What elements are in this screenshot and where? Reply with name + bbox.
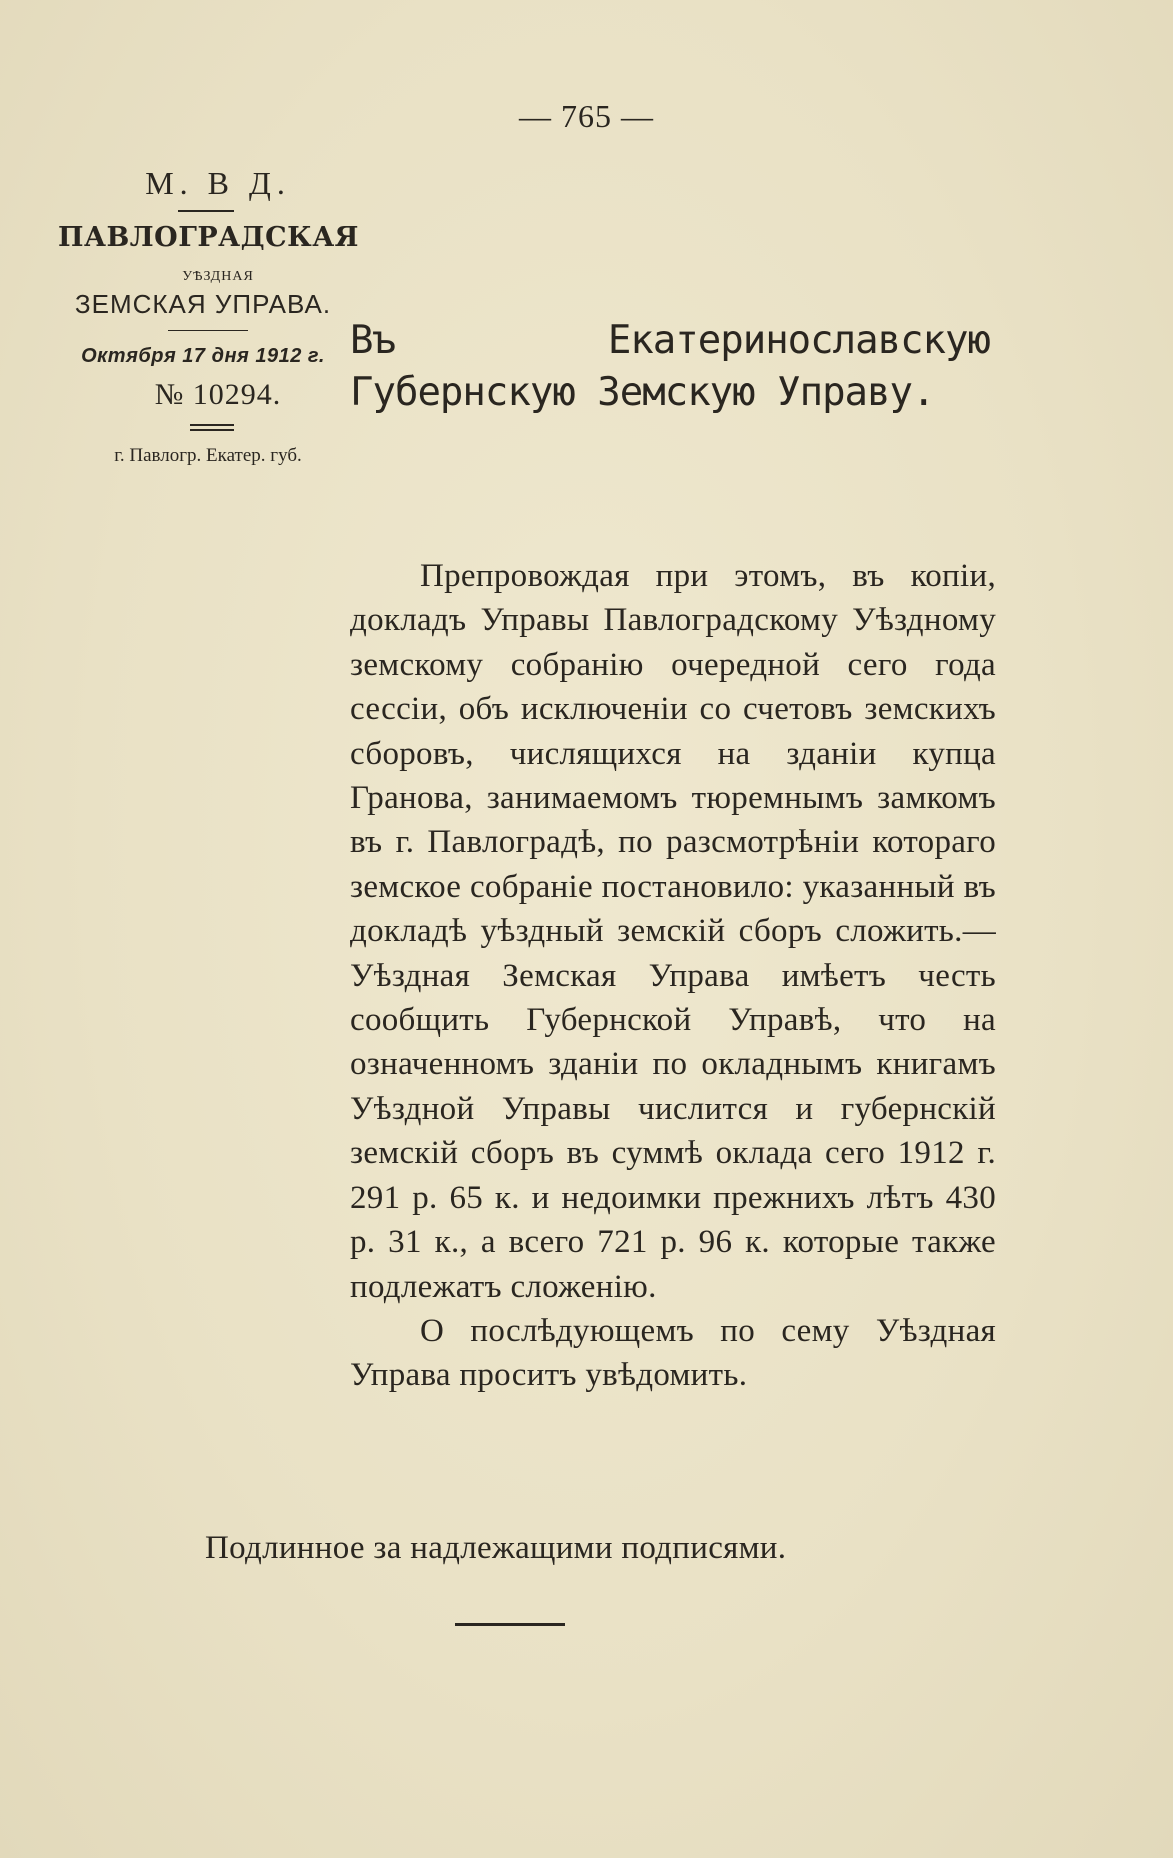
addressee: Въ Екатеринославскую Губернскую Земскую Управу. <box>350 318 990 415</box>
page-number: — 765 — <box>519 98 654 134</box>
office-type: ЗЕМСКАЯ УПРАВА. <box>74 289 332 319</box>
ministry-label: М. В Д. <box>145 165 291 201</box>
office-subtitle: УѢЗДНАЯ <box>182 269 254 284</box>
letter-date: Октября 17 дня 1912 г. <box>81 345 325 367</box>
sender-block <box>58 165 359 467</box>
closing-note: Подлинное за надлежащими подписями. <box>205 1530 787 1566</box>
office-name: ПАВЛОГРАДСКАЯ <box>58 222 359 253</box>
sender-place: г. Павлогр. Екатер. губ. <box>114 445 302 466</box>
divider <box>178 210 234 212</box>
body-paragraph: О послѣдующемъ по сему Уѣздная Управа проситъ увѣдомить. <box>350 1312 996 1394</box>
end-rule <box>455 1623 565 1626</box>
divider <box>168 330 248 331</box>
letter-body <box>350 554 996 1398</box>
letter-number: № 10294. <box>154 378 282 411</box>
double-rule-top <box>190 424 234 426</box>
body-paragraph: Препровождая при этомъ, въ копіи, докладъ Управы Павлоградскому Уѣздному земскому собранію очередной сего года сессіи, объ исключеніи со счетовъ земскихъ сборовъ, числящихся на зданіи купца Гранова, занимаемомъ тюремнымъ замкомъ въ г. Павлоградѣ, по разсмотрѣніи котораго земское собраніе постановило: указанный въ докладѣ уѣздный земскій сборъ сложить.—Уѣздная Земская Управа имѣетъ честь сообщить Губернской Управѣ, что на означенномъ зданіи по окладнымъ книгамъ Уѣздной Управы числится и губернскій земскій сборъ въ суммѣ оклада сего 1912 г. 291 р. 65 к. и недоимки прежнихъ лѣтъ 430 р. 31 к., а всего 721 р. 96 к. которые также подлежатъ сложенію. <box>350 558 996 1305</box>
double-rule-bottom <box>190 429 234 431</box>
